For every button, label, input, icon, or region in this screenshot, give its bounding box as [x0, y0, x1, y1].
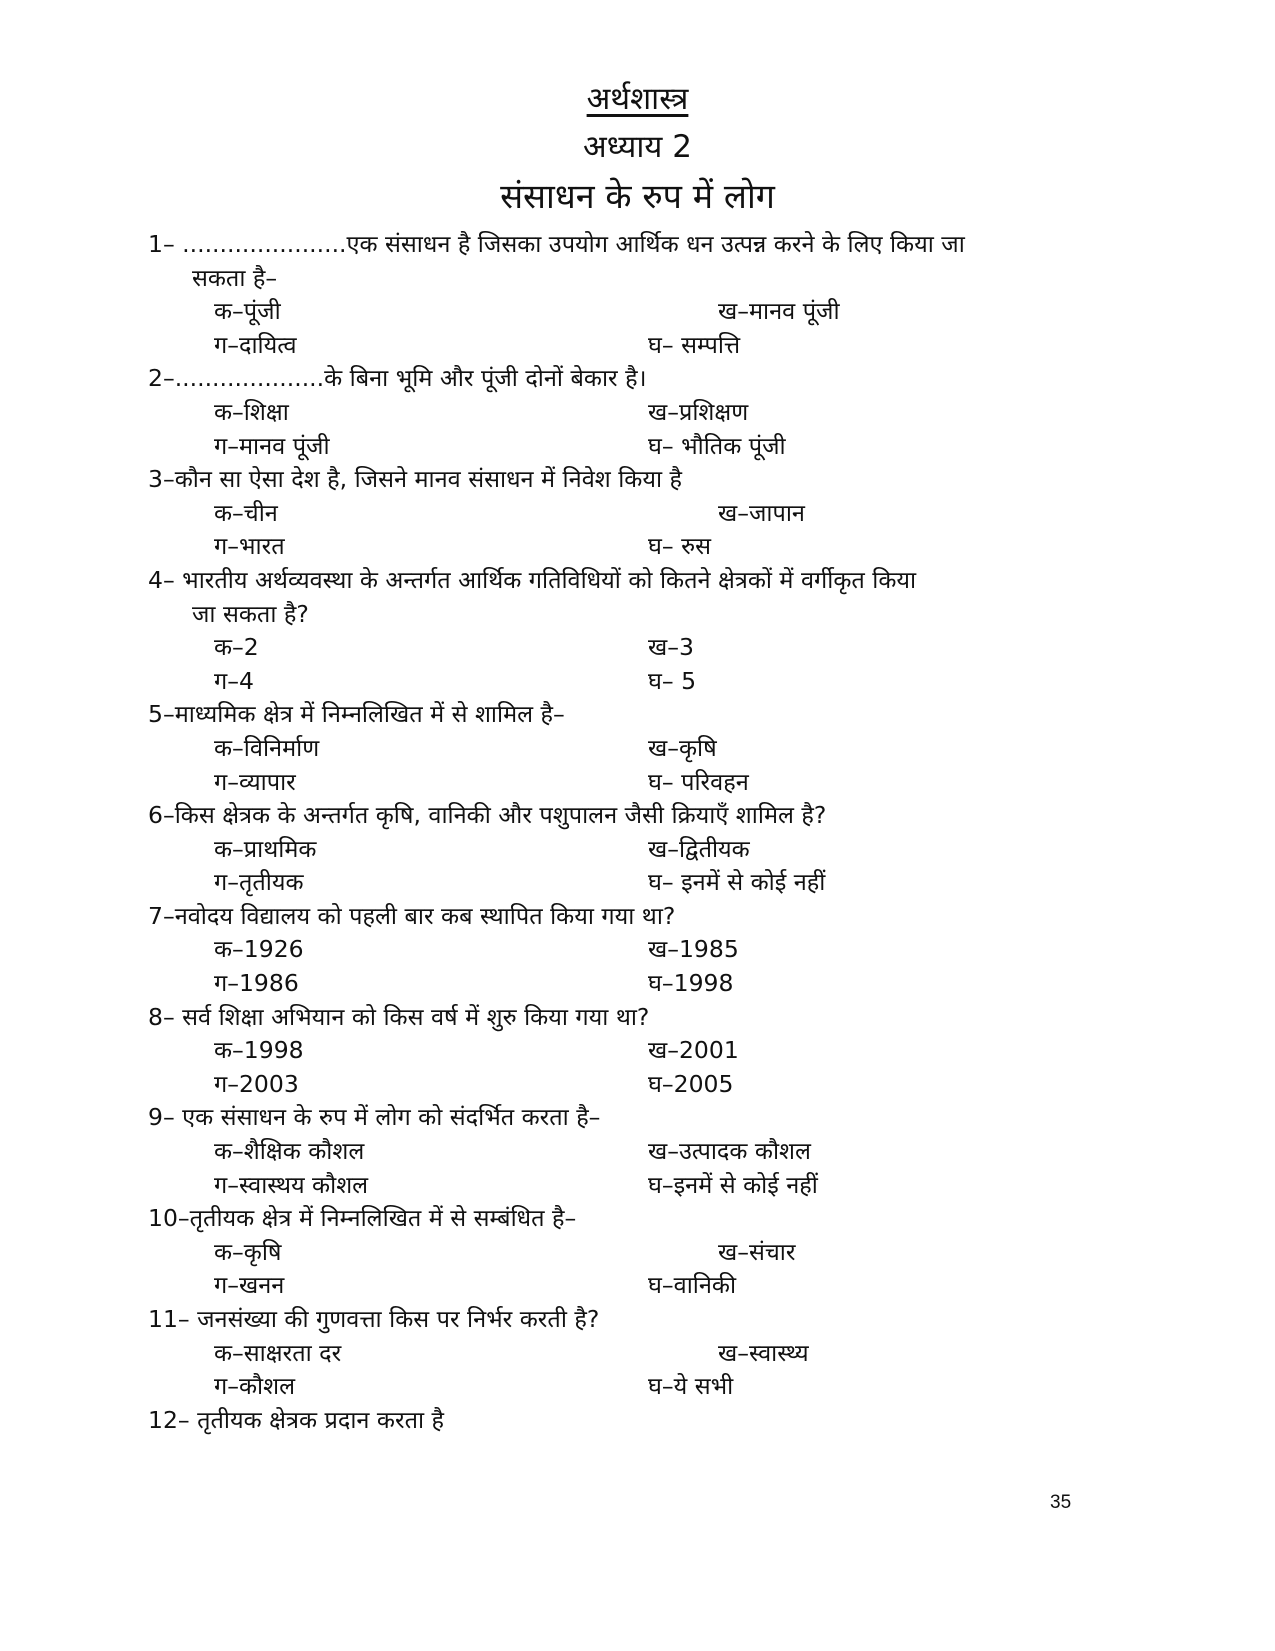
option-item: ग–तृतीयक — [214, 868, 304, 897]
option-item: ख–स्वास्थ्य — [718, 1338, 809, 1367]
option-item: ख–3 — [648, 633, 694, 662]
question-list — [148, 228, 1118, 1437]
option-item: घ–1998 — [648, 969, 734, 998]
question-text-continued: सकता है– — [192, 263, 278, 292]
option-row — [148, 866, 1118, 900]
option-item: ख–द्वितीयक — [648, 834, 750, 863]
option-row — [148, 665, 1118, 699]
option-row — [148, 1370, 1118, 1404]
option-row — [148, 833, 1118, 867]
option-item: ख–प्रशिक्षण — [648, 397, 749, 426]
question-item — [148, 228, 1118, 362]
option-item: ग–4 — [214, 666, 254, 695]
option-item: ख–मानव पूंजी — [718, 297, 840, 326]
option-item: क–साक्षरता दर — [214, 1338, 342, 1367]
option-item: ख–2001 — [648, 1036, 739, 1065]
option-row — [148, 1135, 1118, 1169]
option-row — [148, 766, 1118, 800]
option-item: ग–मानव पूंजी — [214, 431, 330, 460]
option-item: ग–व्यापार — [214, 767, 296, 796]
question-item — [148, 1303, 1118, 1404]
question-item — [148, 698, 1118, 799]
option-row — [148, 329, 1118, 363]
option-item: क–चीन — [214, 498, 278, 527]
option-item: घ– भौतिक पूंजी — [648, 431, 786, 460]
question-text: 1– ......................एक संसाधन है जिसका उपयोग आर्थिक धन उत्पन्न करने के लिए किया जा — [148, 230, 965, 258]
option-item: ग–कौशल — [214, 1372, 296, 1401]
question-item — [148, 900, 1118, 1001]
option-item: घ–वानिकी — [648, 1271, 737, 1300]
option-item: ख–कृषि — [648, 733, 717, 762]
question-text-continued: जा सकता है? — [192, 599, 309, 628]
page-header — [0, 76, 1275, 222]
option-item: क–1926 — [214, 935, 304, 964]
option-row — [148, 430, 1118, 464]
option-item: क–शिक्षा — [214, 397, 289, 426]
option-item: ग–2003 — [214, 1069, 299, 1098]
option-item: क–कृषि — [214, 1237, 282, 1266]
option-row — [148, 1269, 1118, 1303]
question-text: 9– एक संसाधन के रुप में लोग को संदर्भित करता है– — [148, 1103, 601, 1132]
option-item: ग–खनन — [214, 1271, 285, 1300]
option-item: क–प्राथमिक — [214, 834, 317, 863]
option-item: क–विनिर्माण — [214, 733, 320, 762]
question-text: 12– तृतीयक क्षेत्रक प्रदान करता है — [148, 1405, 445, 1434]
option-row — [148, 967, 1118, 1001]
question-text: 6–किस क्षेत्रक के अन्तर्गत कृषि, वानिकी और पशुपालन जैसी क्रियाएँ शामिल है? — [148, 801, 827, 830]
option-item: घ– परिवहन — [648, 767, 749, 796]
question-item — [148, 564, 1118, 698]
question-text: 5–माध्यमिक क्षेत्र में निम्नलिखित में से शामिल है– — [148, 700, 565, 729]
question-text: 7–नवोदय विद्यालय को पहली बार कब स्थापित किया गया था? — [148, 901, 676, 930]
option-item: ख–जापान — [718, 498, 805, 527]
question-item — [148, 1202, 1118, 1303]
option-item: ग–1986 — [214, 969, 299, 998]
question-item — [148, 362, 1118, 463]
option-item: घ– रुस — [648, 532, 712, 561]
question-text: 4– भारतीय अर्थव्यवस्था के अन्तर्गत आर्थिक गतिविधियों को कितने क्षेत्रकों में वर्गीकृत किया — [148, 565, 917, 594]
question-item — [148, 1404, 1118, 1438]
option-row — [148, 1068, 1118, 1102]
option-row — [148, 732, 1118, 766]
subject-heading: अर्थशास्त्र — [586, 81, 689, 117]
question-item — [148, 799, 1118, 900]
option-item: घ– इनमें से कोई नहीं — [648, 868, 826, 897]
option-row — [148, 1034, 1118, 1068]
question-text: 10–तृतीयक क्षेत्र में निम्नलिखित में से सम्बंधित है– — [148, 1204, 577, 1233]
option-item: ख–1985 — [648, 935, 739, 964]
option-row — [148, 396, 1118, 430]
question-text: 8– सर्व शिक्षा अभियान को किस वर्ष में शुरु किया गया था? — [148, 1002, 650, 1031]
question-item — [148, 463, 1118, 564]
option-item: क–1998 — [214, 1036, 304, 1065]
page-number: 35 — [1050, 1492, 1072, 1513]
chapter-heading: अध्याय 2 — [583, 129, 692, 165]
option-row — [148, 1236, 1118, 1270]
option-item: ग–दायित्व — [214, 330, 297, 359]
option-item: क–2 — [214, 633, 259, 662]
option-item: ग–भारत — [214, 532, 285, 561]
option-item: ख–संचार — [718, 1237, 796, 1266]
option-row — [148, 497, 1118, 531]
question-text: 2–....................के बिना भूमि और पूंजी दोनों बेकार है। — [148, 364, 647, 393]
option-row — [148, 295, 1118, 329]
option-item: घ– 5 — [648, 666, 697, 695]
option-item: घ– सम्पत्ति — [648, 330, 741, 359]
option-row — [148, 631, 1118, 665]
option-item: घ–2005 — [648, 1069, 734, 1098]
option-row — [148, 933, 1118, 967]
option-row — [148, 1169, 1118, 1203]
question-item — [148, 1001, 1118, 1102]
option-row — [148, 1337, 1118, 1371]
question-text: 3–कौन सा ऐसा देश है, जिसने मानव संसाधन में निवेश किया है — [148, 465, 683, 494]
question-item — [148, 1101, 1118, 1202]
option-item: ग–स्वास्थय कौशल — [214, 1170, 369, 1199]
question-text: 11– जनसंख्या की गुणवत्ता किस पर निर्भर करती है? — [148, 1305, 600, 1333]
option-item: क–पूंजी — [214, 297, 281, 326]
option-item: क–शैक्षिक कौशल — [214, 1137, 365, 1166]
option-item: घ–ये सभी — [648, 1372, 734, 1401]
chapter-title: संसाधन के रुप में लोग — [500, 177, 775, 217]
option-item: ख–उत्पादक कौशल — [648, 1137, 811, 1166]
option-row — [148, 530, 1118, 564]
option-item: घ–इनमें से कोई नहीं — [648, 1170, 818, 1199]
